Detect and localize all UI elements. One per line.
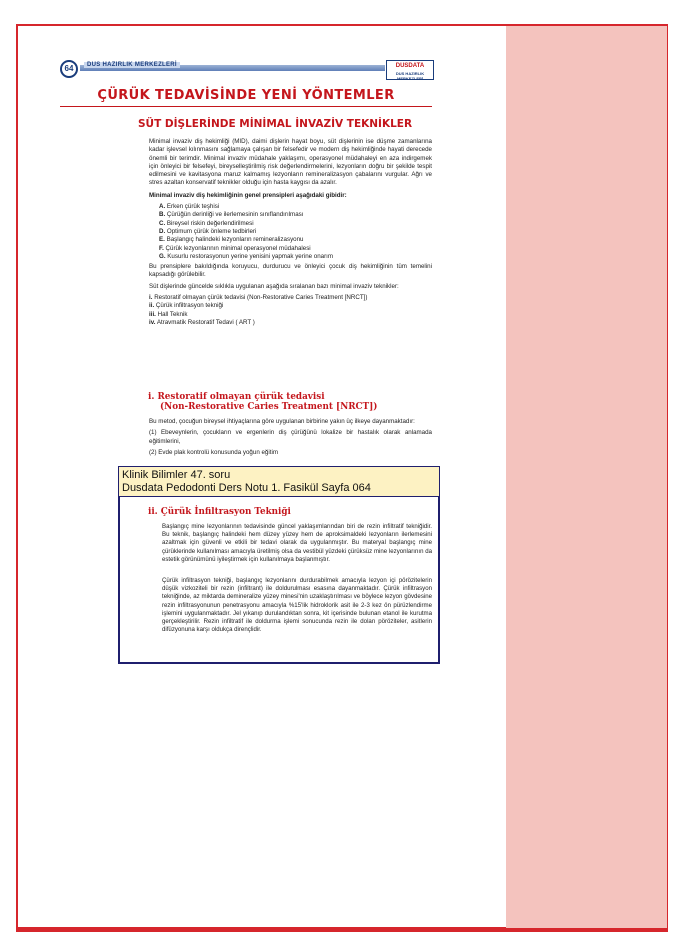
body-text-block: [149, 138, 432, 327]
dusdata-logo: [386, 60, 434, 80]
list-item: B. Çürüğün derinliği ve ilerlemesinin sınıflandırılması: [159, 211, 304, 219]
section-i-text: [149, 418, 432, 460]
section-ii-paragraph-2: Çürük infiltrasyon tekniği, başlangıç lezyonlarını durdurabilmek amacıyla lezyon içi pörözitelerin düşük vizkoziteli bir rezin (infiltrant) ile doldurulması esasına dayanmaktadır. Çürük infiltrasyon tekniğinde, az miktarda demineralize yüzey minesi'nin uzaklaştırılması ve böylece lezyon gövdesine rezin infiltrasyonunun penetrasyonu amacıyla %15'lik hidroklorik asit ile 2-3 kez ön pürüzlendirme işlemini uygulanmaktadır. Jel yıkanıp durulandıktan sonra, kit içerisinde bulunan etanol ile kurutma gerçekleştirilir. Rezin infiltratif ile doldurma işlemi sonucunda rezin ile dolan pöröziteler, asitlerin difüzyonuna karşı oldukça dirençlidir.: [162, 577, 432, 634]
section-ii-paragraph-1: Başlangıç mine lezyonlarının tedavisinde güncel yaklaşımlarından biri de rezin infiltratif tekniğidir. Bu teknik, başlangıç halindeki hem düzey yüzey hem de aproksimaldeki lezyonların ilerlemesini azaltmak için güvenli ve etkili bir tedavi olarak da uygulanmıştır. Bu materyal başlangıç mine çürüklerinde kullanılması amacıyla üretilmiş olsa da vestibül yüzdeki çürüksüz mine lezyonlarının da estetik görünümünü iyileştirmek için kullanılmaya başlanmıştır.: [162, 523, 432, 563]
list-item: ii. Çürük infiltrasyon tekniği: [149, 302, 224, 310]
list-item: A. Erken çürük teşhisi: [159, 203, 220, 211]
margin-panel: [506, 26, 667, 928]
paragraph: Bu metod, çocuğun bireysel ihtiyaçlarına göre uygulanan birbirine yakın üç ilkeye dayanmaktadır:: [149, 418, 415, 425]
principles-heading: Minimal invaziv diş hekimliğinin genel prensipleri aşağıdaki gibidir:: [149, 191, 347, 199]
header-label: DUS HAZIRLIK MERKEZLERİ: [84, 62, 180, 68]
list-item: E. Başlangıç halindeki lezyonların remineralizasyonu: [159, 236, 304, 244]
section-ii-heading: ii. Çürük İnfiltrasyon Tekniği: [148, 507, 291, 517]
list-item: i. Restoratif olmayan çürük tedavisi (Non-Restorative Caries Treatment [NRCT]): [149, 294, 368, 302]
annotation-line-1: Klinik Bilimler 47. soru: [122, 469, 231, 481]
list-item: D. Optimum çürük önleme tedbirleri: [159, 227, 257, 235]
excerpt-box: [118, 496, 440, 664]
page-number: 64: [60, 60, 78, 78]
document-page: [60, 58, 440, 456]
paragraph: (1) Ebeveynlerin, çocukların ve ergenlerin diş çürüğünü lokalize bir hastalık olarak anlamada eğitimlerini,: [149, 429, 432, 445]
source-annotation: [118, 466, 440, 496]
page-title: ÇÜRÜK TEDAVİSİNDE YENİ YÖNTEMLER: [60, 88, 432, 107]
logo-text: DUSDATA: [395, 63, 425, 69]
page-header: [60, 58, 440, 81]
list-item: C. Bireysel riskin değerlendirilmesi: [159, 219, 254, 227]
paragraph: (2) Evde plak kontrolü konusunda yoğun eğitim: [149, 448, 278, 456]
annotation-line-2: Dusdata Pedodonti Ders Notu 1. Fasikül Sayfa 064: [122, 482, 371, 494]
principles-list: [149, 203, 432, 261]
list-item: iii. Hall Teknik: [149, 310, 188, 318]
list-item: F. Çürük lezyonlarının minimal operasyonel müdahalesi: [159, 244, 311, 252]
logo-subtext: DUS HAZIRLIK MERKEZLERİ: [395, 71, 425, 81]
list-item: iv. Atravmatik Restoratif Tedavi ( ART ): [149, 318, 255, 326]
techniques-list: [149, 294, 432, 327]
intro-paragraph: Minimal invaziv diş hekimliği (MID), daimi dişlerin hayat boyu, süt dişlerinin ise düşme zamanlarına kadar işlevsel kılınmasını sağlamaya çalışan bir felsefedir ve modern diş hekimliğinde hayati derecede önemli bir terimdir. Minimal invaziv müdahale yaklaşımı, operasyonel müdahaleyi en aza indirgemek için önleyici bir felsefeyi, bireyselleştirilmiş risk değerlendirmelerini, lezyonların doğru bir şekilde tespit edilmesini ve kavitasyona maruz kalmamış lezyonların remineralizasyon çabalarını vurgular. Ağrı ve stres azaltan konservatif teknikler olduğu için hasta kaygısı da azalır.: [149, 138, 432, 187]
paragraph: Süt dişlerinde güncelde sıklıkla uygulanan aşağıda sıralanan bazı minimal invaziv teknikler:: [149, 282, 399, 290]
section-subtitle: SÜT DİŞLERİNDE MİNİMAL İNVAZİV TEKNİKLER: [138, 118, 413, 130]
paragraph: Bu prensiplere bakıldığında koruyucu, durdurucu ve önleyici çocuk diş hekimliğinin tüm temelini kapsadığı görülebilir.: [149, 263, 432, 279]
section-i-heading: i. Restoratif olmayan çürük tedavisi (Non-Restorative Caries Treatment [NRCT]): [148, 392, 378, 412]
list-item: G. Kusurlu restorasyonun yerine yenisini yapmak yerine onarım: [159, 252, 334, 260]
